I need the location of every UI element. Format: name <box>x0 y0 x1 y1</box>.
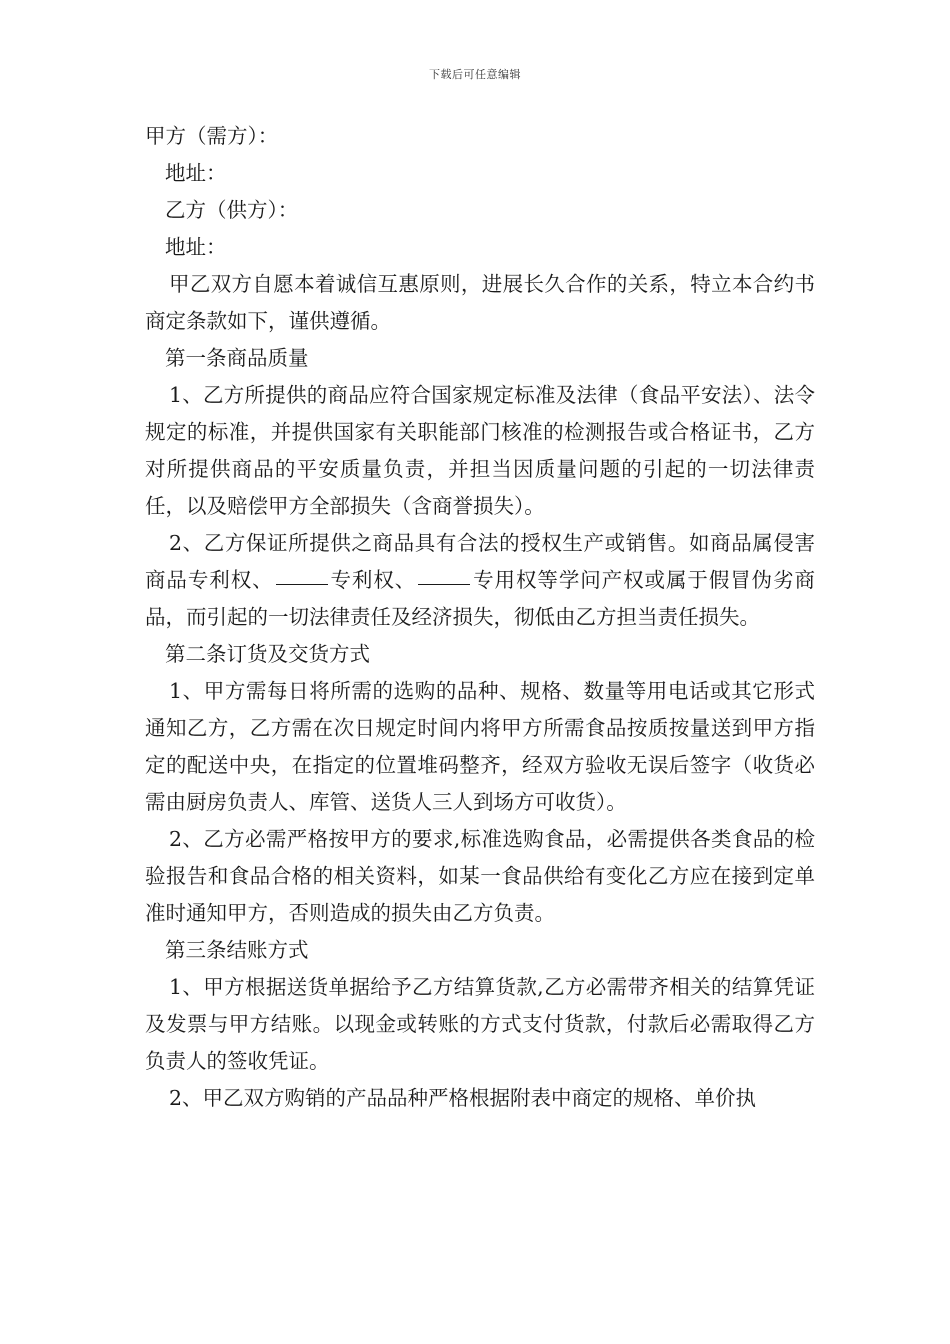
article-3-clause-1: 1、甲方根据送货单据给予乙方结算货款,乙方必需带齐相关的结算凭证及发票与甲方结账。以现金或转账的方式支付货款，付款后必需取得乙方负责人的签收凭证。 <box>145 975 815 1073</box>
article-2-title: 第二条订货及交货方式 <box>165 642 370 666</box>
clause-2-text-part-1: 2、乙方保证所提供之商品具有合法的授权生产或销售。如商品属侵害商品专利权、 <box>145 531 815 592</box>
article-1-title: 第一条商品质量 <box>165 346 309 370</box>
fill-in-blank <box>276 583 328 585</box>
party-a-label: 甲方（需方）： <box>145 124 279 148</box>
article-3-title: 第三条结账方式 <box>165 938 309 962</box>
article-3-clause-2: 2、甲乙双方购销的产品品种严格根据附表中商定的规格、单价执 <box>169 1086 757 1110</box>
party-a-address: 地址： <box>165 161 227 185</box>
intro-paragraph: 甲乙双方自愿本着诚信互惠原则，进展长久合作的关系，特立本合约书商定条款如下，谨供遵循。 <box>145 272 815 333</box>
party-b-address: 地址： <box>165 235 227 259</box>
page-header: 下载后可任意编辑 <box>429 68 521 81</box>
contract-body <box>145 118 815 1117</box>
clause-2-text-part-2: 专利权、 <box>329 568 417 592</box>
party-b-label: 乙方（供方）： <box>165 198 299 222</box>
fill-in-blank <box>418 583 470 585</box>
article-1-clause-1: 1、乙方所提供的商品应符合国家规定标准及法律（食品平安法）、法令规定的标准，并提供国家有关职能部门核准的检测报告或合格证书，乙方对所提供商品的平安质量负责，并担当因质量问题的引起的一切法律责任，以及赔偿甲方全部损失（含商誉损失）。 <box>145 383 815 518</box>
article-2-clause-2: 2、乙方必需严格按甲方的要求,标准选购食品，必需提供各类食品的检验报告和食品合格的相关资料，如某一食品供给有变化乙方应在接到定单准时通知甲方，否则造成的损失由乙方负责。 <box>145 827 815 925</box>
clause-2-text-part-3: 专用权等学问产权或属于假冒伪劣商品，而引起的一切法律责任及经济损失，彻低由乙方担当责任损失。 <box>145 568 816 629</box>
article-2-clause-1: 1、甲方需每日将所需的选购的品种、规格、数量等用电话或其它形式通知乙方，乙方需在次日规定时间内将甲方所需食品按质按量送到甲方指定的配送中央，在指定的位置堆码整齐，经双方验收无误后签字（收货必需由厨房负责人、库管、送货人三人到场方可收货）。 <box>145 679 815 814</box>
article-1-clause-2 <box>145 525 815 636</box>
